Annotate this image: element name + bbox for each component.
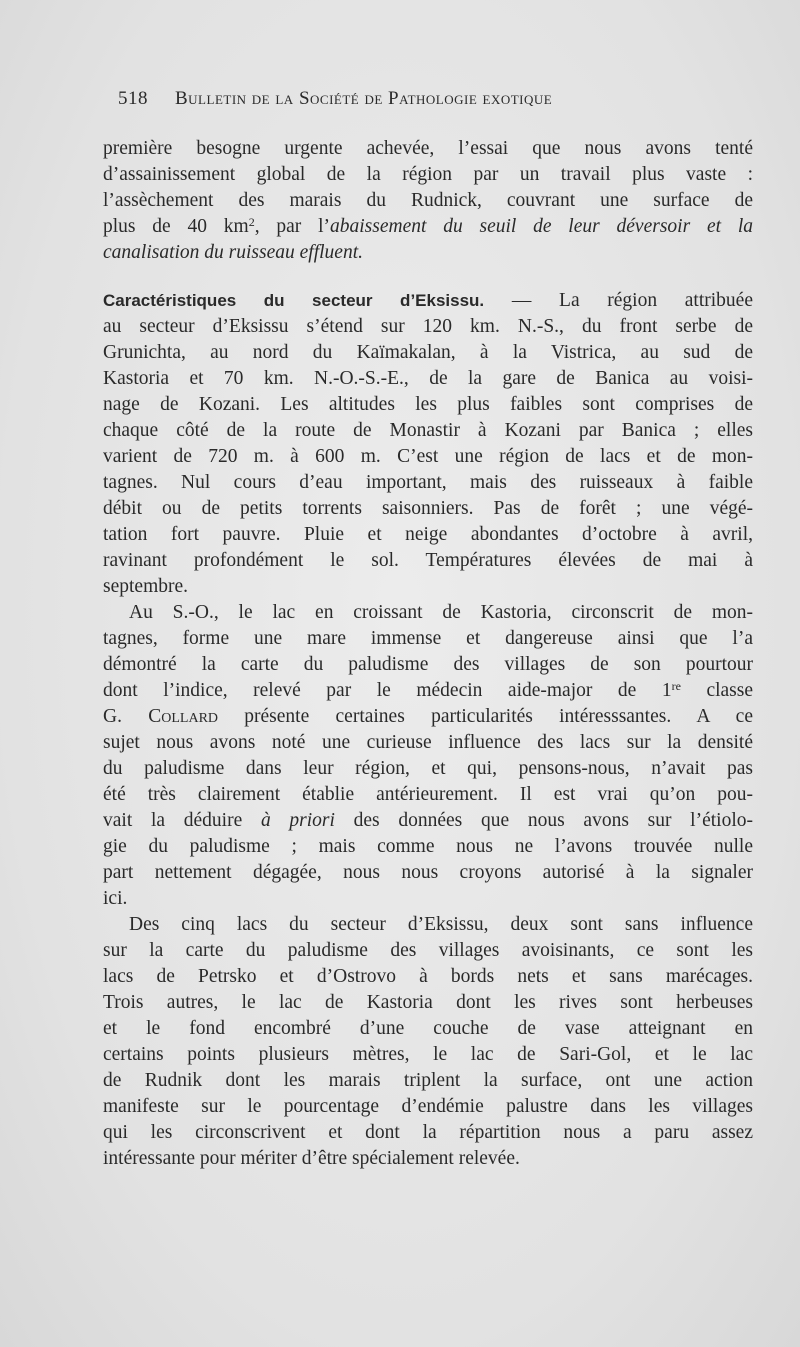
text-line: ravinant profondément le sol. Températures élevées de mai à [103,550,753,571]
text-line: première besogne urgente achevée, l’essai que nous avons tenté [103,138,753,159]
text-span: vait la déduire [103,810,261,831]
text-line: sur la carte du paludisme des villages avoisinants, ce sont les [103,940,753,961]
text-line: sujet nous avons noté une curieuse influence des lacs sur la densité [103,732,753,753]
text-line: certains points plusieurs mètres, le lac de Sari-Gol, et le lac [103,1044,753,1065]
text-line: Kastoria et 70 km. N.-O.-S.-E., de la gare de Banica au voisi- [103,368,753,389]
text-line: l’assèchement des marais du Rudnick, couvrant une surface de [103,190,753,211]
text-line: manifeste sur le pourcentage d’endémie palustre dans les villages [103,1096,753,1117]
text-span: présente certaines particularités intéresssantes. A ce [218,706,753,727]
text-line: d’assainissement global de la région par un travail plus vaste : [103,164,753,185]
text-line: varient de 720 m. à 600 m. C’est une région de lacs et de mon- [103,446,753,467]
text-line [103,214,753,240]
text-line: démontré la carte du paludisme des villages de son pourtour [103,654,753,675]
section-lead: Caractéristiques du secteur d’Eksissu. [103,291,485,310]
running-title: Bulletin de la Société de Pathologie exotique [175,88,553,109]
text-line: et le fond encombré d’une couche de vase atteignant en [103,1018,753,1039]
text-span: des données que nous avons sur l’étiolo- [334,810,753,831]
text-span: G. [103,706,149,727]
text-line: part nettement dégagée, nous nous croyons autorisé à la signaler [103,862,753,883]
italic-span: canalisation du ruisseau effluent. [103,242,363,263]
text-line: tation fort pauvre. Pluie et neige abondantes d’octobre à avril, [103,524,753,545]
text-span: classe [680,680,753,701]
paragraph-4 [103,912,753,1172]
text-line [103,678,753,704]
italic-span: à priori [260,810,335,831]
text-line: gie du paludisme ; mais comme nous ne l’avons trouvée nulle [103,836,753,857]
italic-span: abaissement du seuil de leur déversoir et la [330,216,753,237]
text-line [103,288,753,314]
text-line: été très clairement établie antérieurement. Il est vrai qu’on pou- [103,784,753,805]
text-line: du paludisme dans leur région, et qui, pensons-nous, n’avait pas [103,758,753,779]
text-line: Des cinq lacs du secteur d’Eksissu, deux sont sans influence [129,914,753,935]
superscript: 2 [248,215,255,229]
text-line [103,808,753,834]
text-line: septembre. [103,576,189,597]
text-line [103,240,753,266]
superscript: re [671,679,681,693]
text-line: nage de Kozani. Les altitudes les plus faibles sont comprises de [103,394,753,415]
body-text [103,136,753,1172]
text-span: dont l’indice, relevé par le médecin aide-major de 1 [103,680,672,701]
text-line: au secteur d’Eksissu s’étend sur 120 km. N.-S., du front serbe de [103,316,753,337]
paragraph-2 [103,288,753,600]
text-line: Au S.-O., le lac en croissant de Kastoria, circonscrit de mon- [129,602,753,623]
paragraph-1 [103,136,753,266]
text-line: tagnes, forme une mare immense et dangereuse ainsi que l’a [103,628,753,649]
text-line: qui les circonscrivent et dont la répartition nous a paru assez [103,1122,753,1143]
text-line: de Rudnik dont les marais triplent la surface, ont une action [103,1070,753,1091]
text-span: , par l’ [254,216,330,237]
text-line: intéressante pour mériter d’être spécialement relevée. [103,1148,520,1169]
text-line: chaque côté de la route de Monastir à Kozani par Banica ; elles [103,420,753,441]
text-line: lacs de Petrsko et d’Ostrovo à bords nets et sans marécages. [103,966,753,987]
running-header [118,88,678,116]
text-line: Trois autres, le lac de Kastoria dont les rives sont herbeuses [103,992,753,1013]
text-line: ici. [103,888,128,909]
page-number: 518 [118,88,148,109]
author-name: Collard [148,706,219,727]
text-line: Grunichta, au nord du Kaïmakalan, à la Vistrica, au sud de [103,342,753,363]
paragraph-3 [103,600,753,912]
text-line: tagnes. Nul cours d’eau important, mais des ruisseaux à faible [103,472,753,493]
text-line: débit ou de petits torrents saisonniers. Pas de forêt ; une végé- [103,498,753,519]
text-span: — La région attribuée [484,290,753,311]
text-line [103,704,753,730]
text-span: plus de 40 km [103,216,249,237]
paragraph-gap [103,266,753,288]
